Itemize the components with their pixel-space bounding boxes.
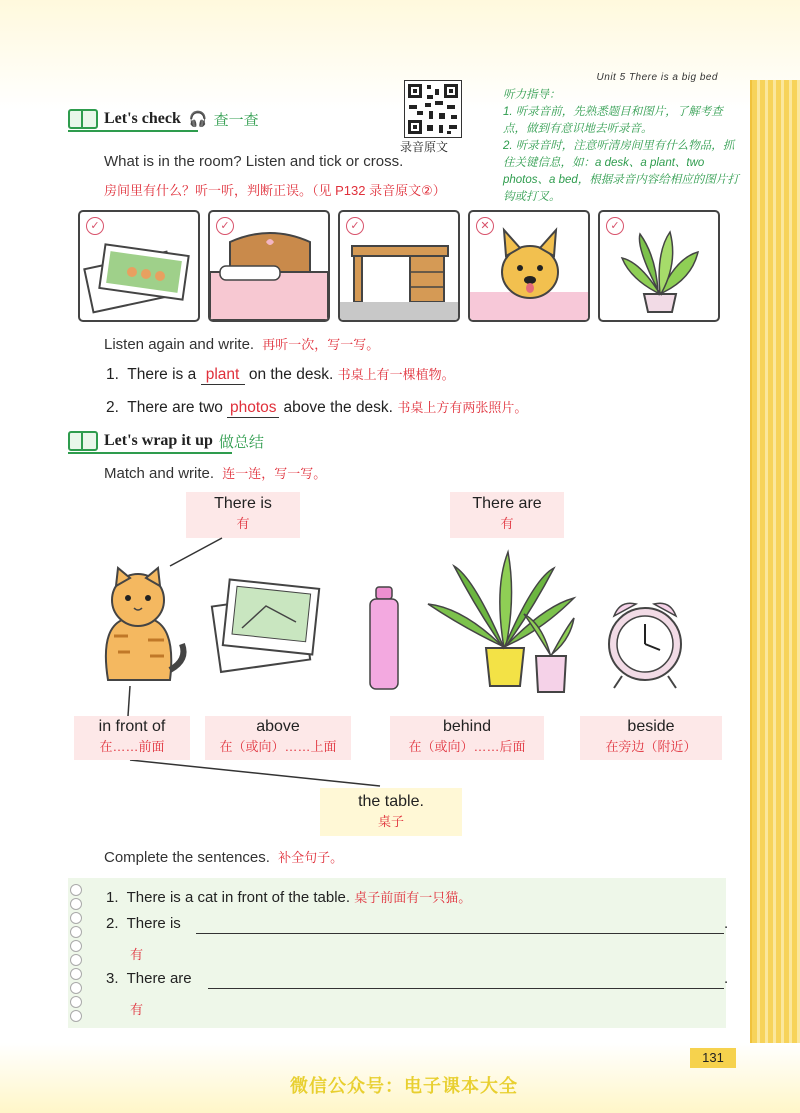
check-instruction-cn: 房间里有什么？听一听，判断正误。（见 P132 录音原文②）: [104, 183, 446, 198]
binder-ring: [70, 898, 82, 910]
binder-ring: [70, 954, 82, 966]
q1-cn: 书桌上有一棵植物。: [337, 367, 455, 382]
sentence-1: [106, 887, 471, 906]
the-table-box[interactable]: [320, 788, 462, 836]
prep-label: in front of: [98, 718, 166, 735]
lets-wrap-label: Let's wrap it up: [104, 432, 213, 449]
s1-number: 1.: [106, 889, 119, 906]
wrap-instruction-en: Match and write.: [104, 465, 215, 482]
binder-ring: [70, 884, 82, 896]
there-is-cn: 有: [236, 516, 250, 531]
guide-line-1: 1. 听录音前，先熟悉题目和图片，了解考查点，做到有意识地去听录音。: [503, 106, 723, 135]
prep-cn: 在旁边（附近）: [605, 739, 697, 754]
complete-instruction-cn: 补全句子。: [278, 850, 344, 865]
tick-mark[interactable]: ✓: [346, 217, 364, 235]
s2-period: .: [724, 915, 729, 932]
qr-label: 录音原文: [400, 140, 449, 154]
s1-cn: 桌子前面有一只猫。: [354, 890, 472, 905]
wrap-instruction-cn: 连一连，写一写。: [222, 466, 327, 481]
water-bottle-illustration: [364, 585, 404, 695]
prep-behind[interactable]: [390, 716, 544, 760]
page-number: 131: [690, 1048, 736, 1068]
write-instruction-cn: 再听一次，写一写。: [262, 337, 380, 352]
footer-watermark: 微信公众号：电子课本大全: [290, 1076, 518, 1096]
binder-ring: [70, 996, 82, 1008]
binder-ring: [70, 912, 82, 924]
there-is-label: There is: [214, 495, 272, 512]
lets-check-label: Let's check: [104, 110, 181, 127]
s2-text: There is: [126, 915, 181, 932]
prep-cn: 在（或向）……后面: [408, 739, 526, 754]
s3-answer-line[interactable]: [208, 987, 724, 989]
s1-text: There is a cat in front of the table.: [126, 889, 351, 906]
binder-ring: [70, 1010, 82, 1022]
s3-text: There are: [126, 970, 192, 987]
q2-suffix: above the desk.: [283, 399, 393, 416]
complete-instruction: [104, 847, 343, 866]
headphone-icon: 🎧: [188, 111, 208, 128]
s2-answer-line[interactable]: [196, 932, 724, 934]
prep-label: above: [256, 718, 300, 735]
binder-ring: [70, 982, 82, 994]
lets-wrap-cn: 做总结: [218, 433, 264, 451]
prep-label: beside: [627, 718, 675, 735]
prep-above[interactable]: [205, 716, 351, 760]
s2-number: 2.: [106, 915, 119, 932]
prep-beside[interactable]: [580, 716, 722, 760]
s3-number: 3.: [106, 970, 119, 987]
s3-cn: 有: [130, 1002, 144, 1017]
s2-cn: 有: [130, 947, 144, 962]
tick-mark[interactable]: ✓: [606, 217, 624, 235]
photos-illustration-2: [206, 570, 326, 680]
tick-mark[interactable]: ✓: [216, 217, 234, 235]
guide-line-2: 2. 听录音时，注意听清房间里有什么物品，抓住关键信息，如：a desk、a plant、two photos、a bed，根据录音内容给相应的图片打钩或打叉。: [503, 140, 739, 203]
prep-in-front-of[interactable]: [74, 716, 190, 760]
q2-cn: 书桌上方有两张照片。: [397, 400, 528, 415]
sentence-3: [106, 970, 192, 987]
tick-mark[interactable]: ✓: [86, 217, 104, 235]
cross-mark[interactable]: ✕: [476, 217, 494, 235]
binder-ring: [70, 968, 82, 980]
binder-ring: [70, 940, 82, 952]
q1-suffix: on the desk.: [248, 366, 334, 383]
q1-prefix: There is a: [127, 366, 197, 383]
cat-illustration: [78, 560, 198, 690]
alarm-clock-illustration: [600, 598, 690, 690]
prep-cn: 在……前面: [99, 739, 165, 754]
unit-header: Unit 5 There is a big bed: [596, 72, 718, 83]
table-cn: 桌子: [377, 814, 404, 829]
sentence-2: [106, 915, 181, 932]
table-label: the table.: [358, 793, 424, 810]
q1-answer[interactable]: plant: [201, 366, 245, 385]
s3-period: .: [724, 970, 729, 987]
q2-answer[interactable]: photos: [227, 399, 279, 418]
write-instruction-en: Listen again and write.: [104, 336, 255, 353]
q2-number: 2.: [106, 399, 119, 416]
potted-plants-illustration: [424, 548, 584, 696]
prep-label: behind: [442, 718, 492, 735]
there-are-label: There are: [472, 495, 542, 512]
guide-heading: 听力指导：: [503, 89, 561, 101]
prep-cn: 在（或向）……上面: [219, 739, 337, 754]
binder-ring: [70, 926, 82, 938]
q1-number: 1.: [106, 366, 119, 383]
there-are-cn: 有: [500, 516, 514, 531]
q2-prefix: There are two: [127, 399, 223, 416]
lets-check-cn: 查一查: [213, 111, 259, 129]
complete-instruction-en: Complete the sentences.: [104, 849, 270, 866]
check-instruction: What is in the room? Listen and tick or cross.: [104, 153, 404, 170]
